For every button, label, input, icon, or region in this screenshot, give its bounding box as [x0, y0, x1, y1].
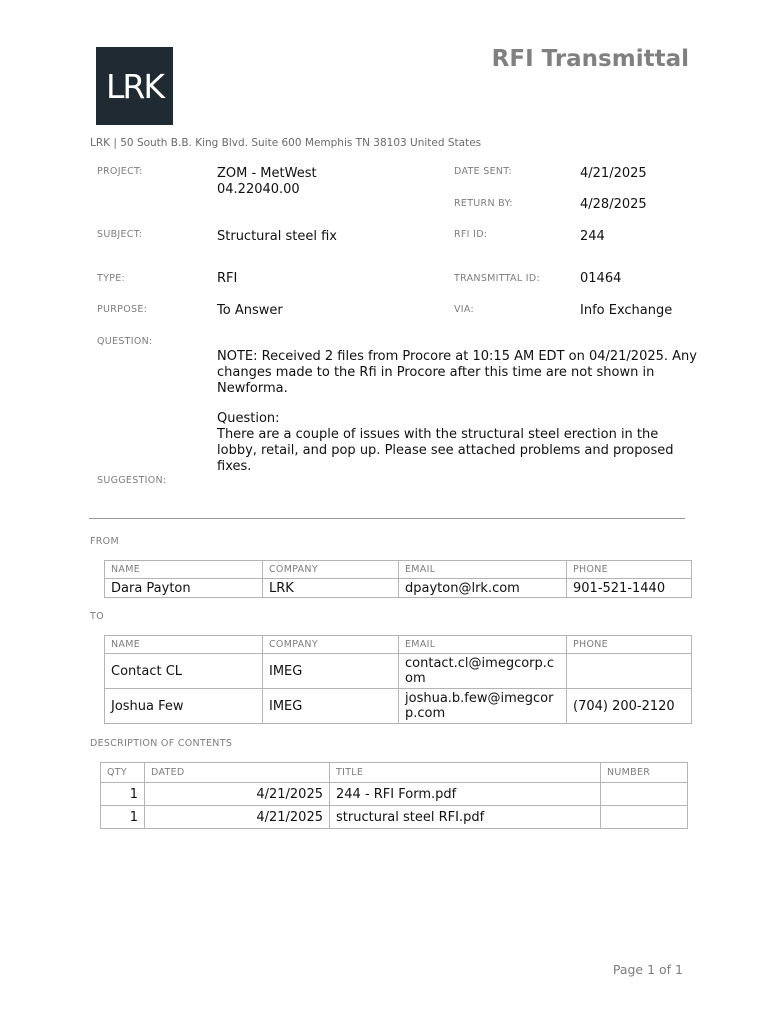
sender-company: LRK: [263, 579, 399, 598]
recipient-phone: (704) 200-2120: [567, 689, 692, 724]
column-header-dated: DATED: [145, 763, 330, 783]
page-number: Page 1 of 1: [612, 962, 683, 977]
date-sent-value: 4/21/2025: [580, 166, 647, 181]
company-address: LRK | 50 South B.B. King Blvd. Suite 600 Memphis TN 38103 United States: [90, 137, 482, 149]
subject-value: Structural steel fix: [217, 229, 337, 244]
column-header-name: NAME: [105, 561, 263, 579]
question-note: NOTE: Received 2 files from Procore at 10:15 AM EDT on 04/21/2025. Any changes made to the Rfi in Procore after this time are not shown in Newforma.: [217, 349, 697, 396]
question-heading: Question:: [217, 411, 280, 426]
to-table: [104, 635, 692, 724]
item-dated: 4/21/2025: [145, 783, 330, 806]
item-title: structural steel RFI.pdf: [330, 806, 601, 829]
suggestion-label: SUGGESTION:: [97, 475, 167, 486]
via-value: Info Exchange: [580, 303, 673, 318]
return-by-value: 4/28/2025: [580, 197, 647, 212]
contents-table: [100, 762, 688, 829]
item-number: [601, 783, 688, 806]
from-table-header-row: [105, 561, 692, 579]
logo-text: LRK: [106, 66, 163, 106]
company-logo: [96, 47, 173, 125]
contents-section-label: DESCRIPTION OF CONTENTS: [90, 738, 233, 749]
question-label: QUESTION:: [97, 336, 153, 347]
column-header-email: EMAIL: [399, 561, 567, 579]
from-section-label: FROM: [90, 536, 119, 547]
return-by-label: RETURN BY:: [454, 198, 513, 209]
recipient-name: Joshua Few: [105, 689, 263, 724]
type-value: RFI: [217, 271, 238, 286]
column-header-name: NAME: [105, 636, 263, 654]
column-header-email: EMAIL: [399, 636, 567, 654]
to-table-header-row: [105, 636, 692, 654]
recipient-company: IMEG: [263, 689, 399, 724]
via-label: VIA:: [454, 304, 475, 315]
item-qty: 1: [101, 783, 145, 806]
column-header-company: COMPANY: [263, 636, 399, 654]
column-header-company: COMPANY: [263, 561, 399, 579]
transmittal-id-value: 01464: [580, 271, 622, 286]
table-row: [105, 654, 692, 689]
recipient-company: IMEG: [263, 654, 399, 689]
column-header-title: TITLE: [330, 763, 601, 783]
column-header-qty: QTY: [101, 763, 145, 783]
sender-phone: 901-521-1440: [567, 579, 692, 598]
table-row: [101, 806, 688, 829]
column-header-phone: PHONE: [567, 636, 692, 654]
table-row: [105, 689, 692, 724]
purpose-label: PURPOSE:: [97, 304, 148, 315]
section-divider: [89, 518, 685, 519]
table-row: [105, 579, 692, 598]
type-label: TYPE:: [97, 273, 126, 284]
document-title: RFI Transmittal: [491, 46, 689, 72]
sender-email: dpayton@lrk.com: [399, 579, 567, 598]
project-label: PROJECT:: [97, 166, 143, 177]
item-qty: 1: [101, 806, 145, 829]
transmittal-id-label: TRANSMITTAL ID:: [454, 273, 540, 284]
recipient-email: contact.cl@imegcorp.com: [399, 654, 567, 689]
table-row: [101, 783, 688, 806]
item-dated: 4/21/2025: [145, 806, 330, 829]
column-header-phone: PHONE: [567, 561, 692, 579]
date-sent-label: DATE SENT:: [454, 166, 512, 177]
question-body: There are a couple of issues with the structural steel erection in the lobby, retail, and pop up. Please see attached problems and proposed fixes.: [217, 427, 674, 474]
item-number: [601, 806, 688, 829]
recipient-phone: [567, 654, 692, 689]
project-number: 04.22040.00: [217, 182, 300, 197]
rfi-id-value: 244: [580, 229, 605, 244]
to-section-label: TO: [90, 611, 104, 622]
subject-label: SUBJECT:: [97, 229, 143, 240]
sender-name: Dara Payton: [105, 579, 263, 598]
column-header-number: NUMBER: [601, 763, 688, 783]
project-name: ZOM - MetWest: [217, 166, 317, 181]
recipient-name: Contact CL: [105, 654, 263, 689]
purpose-value: To Answer: [217, 303, 283, 318]
rfi-id-label: RFI ID:: [454, 229, 488, 240]
from-table: [104, 560, 692, 598]
recipient-email: joshua.b.few@imegcorp.com: [399, 689, 567, 724]
item-title: 244 - RFI Form.pdf: [330, 783, 601, 806]
contents-table-header-row: [101, 763, 688, 783]
